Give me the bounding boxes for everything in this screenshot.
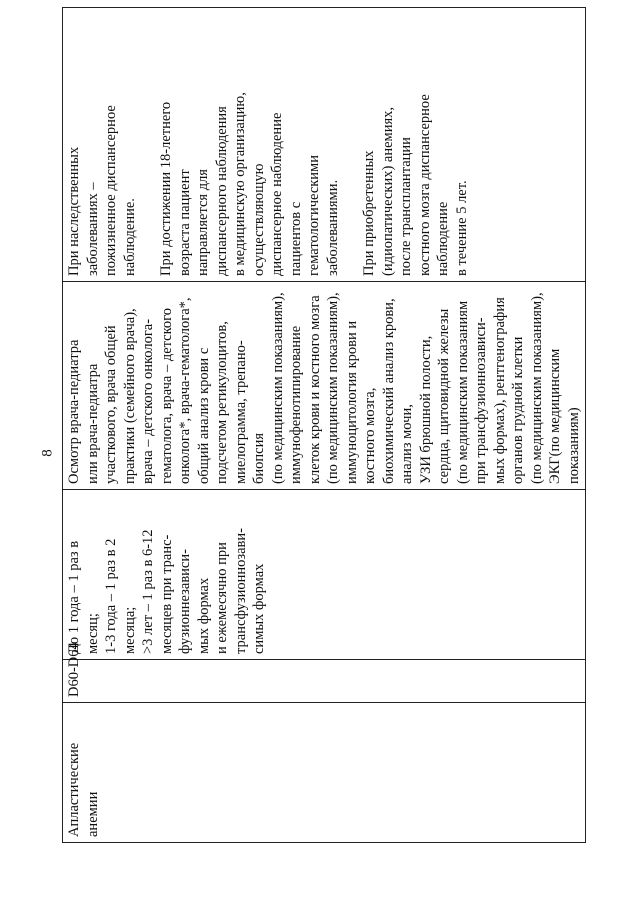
- exam-line: Осмотр врача-педиатра: [66, 339, 82, 484]
- observation-line: возраста пациент: [176, 169, 193, 276]
- observation-line: в медицинскую организацию,: [232, 92, 248, 276]
- observation-line: заболеваниями.: [324, 179, 341, 276]
- observation-line: в течение 5 лет.: [453, 180, 470, 276]
- exam-line: (по медицинским показаниям: [454, 300, 471, 484]
- paragraph-gap: [342, 12, 360, 276]
- frequency-line: и ежемесячно при: [214, 542, 230, 654]
- rotated-table-container: [62, 58, 582, 843]
- exam-line: показаниям): [565, 407, 582, 484]
- observation-line: диспансерное наблюдение: [269, 112, 285, 276]
- exam-line: (по медицинским показаниям),: [528, 292, 545, 484]
- observation-line: наблюдение.: [121, 198, 138, 276]
- frequency-line: месяца;: [121, 606, 138, 654]
- observation-line: после трансплантации: [398, 137, 414, 276]
- exam-line: миелограмма, трепано-: [232, 340, 249, 484]
- exam-line: органов грудной клетки: [510, 336, 526, 484]
- frequency-line: фузионнезависи-: [177, 549, 193, 654]
- frequency-line: 1-3 года – 1 раз в 2: [103, 538, 119, 654]
- exam-line: анализ мочи,: [399, 404, 415, 484]
- exam-line: общий анализ крови с: [195, 347, 212, 484]
- exam-line: гематолога, врача – детского: [158, 308, 175, 484]
- page-number: 8: [39, 449, 56, 457]
- exam-line: УЗИ брюшной полости,: [417, 335, 434, 484]
- dispensary-table: [62, 7, 586, 843]
- observation-line: диспансерного наблюдения: [213, 106, 230, 276]
- frequency-line: трансфузионнозави-: [232, 528, 249, 654]
- observation-line: направляется для: [195, 169, 211, 276]
- exam-line: при трансфузионнозависи-: [473, 317, 489, 484]
- observation-line: пожизненное диспансерное: [103, 105, 119, 276]
- frequency-cell: [63, 490, 586, 660]
- disease-cell: [63, 703, 586, 843]
- exam-line: клеток крови и костного мозга: [306, 295, 323, 484]
- examinations-cell: [63, 282, 586, 490]
- exam-line: костного мозга,: [362, 387, 378, 484]
- exam-line: врача – детского онколога-: [140, 318, 156, 484]
- observation-line: При достижении 18-летнего: [158, 101, 174, 276]
- exam-line: подсчетом ретикулоцитов,: [214, 321, 230, 484]
- observation-line: заболеваниях –: [84, 182, 101, 276]
- exam-line: (по медицинским показаниям),: [325, 292, 341, 484]
- observation-line: костного мозга диспансерное: [416, 94, 433, 276]
- table-row-aplastic-anemia: [63, 8, 586, 843]
- exam-line: биохимический анализ крови,: [380, 298, 397, 484]
- observation-line: пациентов с: [287, 201, 304, 276]
- exam-line: участкового, врача общей: [103, 325, 119, 484]
- observation-line: При приобретенных: [361, 150, 377, 276]
- exam-line: или врача-педиатра: [84, 363, 101, 484]
- exam-line: мых формах), рентгенография: [491, 297, 508, 484]
- exam-line: ЭКГ(по медицинским: [547, 348, 563, 484]
- disease-line: Апластические: [66, 742, 82, 837]
- observation-line: гематологическими: [306, 155, 322, 276]
- exam-line: иммуноцитология крови и: [343, 320, 360, 484]
- frequency-line: симых формах: [251, 563, 267, 654]
- observation-line: наблюдение: [435, 201, 451, 276]
- observation-line: (идиопатических) анемиях,: [379, 106, 396, 276]
- frequency-line: До 1 года – 1 раз в: [66, 540, 82, 654]
- exam-line: иммунофенотипирование: [288, 325, 304, 484]
- exam-line: биопсия: [251, 432, 267, 484]
- exam-line: онколога*, врача-гематолога*,: [177, 297, 193, 484]
- disease-line: анемии: [84, 791, 101, 837]
- observation-cell: [63, 8, 586, 282]
- frequency-line: мых формах: [195, 577, 212, 654]
- observation-line: При наследственных: [66, 146, 82, 276]
- paragraph-gap: [139, 12, 157, 276]
- frequency-line: >3 лет – 1 раз в 6-12: [140, 529, 156, 654]
- frequency-line: месяцев при транс-: [158, 534, 175, 654]
- exam-line: сердца, щитовидной железы: [436, 308, 452, 484]
- frequency-line: месяц;: [84, 613, 101, 654]
- icd-code-cell: [63, 642, 586, 703]
- observation-line: осуществляющую: [250, 163, 267, 276]
- icd-code: D60-D64: [66, 642, 82, 697]
- exam-line: практики (семейного врача),: [121, 308, 138, 484]
- exam-line: (по медицинским показаниям),: [269, 292, 286, 484]
